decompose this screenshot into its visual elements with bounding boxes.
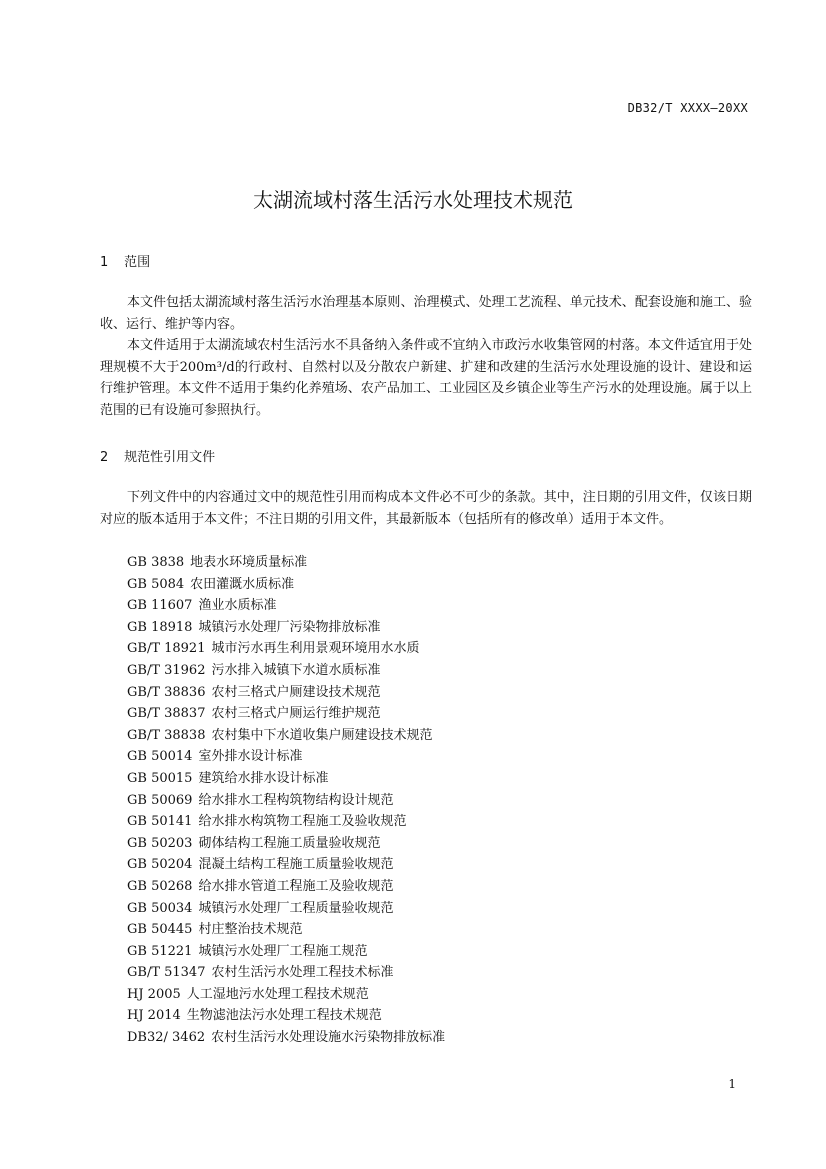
reference-name: 生物滤池法污水处理工程技术规范 [186, 1008, 382, 1024]
reference-list [127, 552, 445, 1049]
reference-code: GB 50268 [127, 878, 193, 894]
reference-code: HJ 2005 [127, 986, 181, 1002]
reference-name: 给水排水管道工程施工及验收规范 [198, 878, 394, 894]
reference-code: GB 50203 [127, 835, 193, 851]
reference-item [127, 962, 445, 984]
document-title: 太湖流域村落生活污水处理技术规范 [253, 188, 573, 212]
reference-name: 农村集中下水道收集户厕建设技术规范 [211, 727, 433, 743]
reference-code: GB 50445 [127, 922, 193, 938]
section-1-heading [100, 251, 150, 270]
reference-item [127, 682, 445, 704]
section-number: 1 [100, 255, 109, 270]
page-number: 1 [728, 1077, 736, 1091]
reference-code: GB 50034 [127, 900, 193, 916]
reference-code: GB 50141 [127, 814, 193, 830]
reference-name: 人工湿地污水处理工程技术规范 [186, 986, 369, 1002]
reference-code: GB 3838 [127, 555, 185, 570]
reference-name: 农村三格式户厕运行维护规范 [211, 706, 381, 722]
reference-item [127, 876, 445, 898]
references-intro: 下列文件中的内容通过文中的规范性引用而构成本文件必不可少的条款。其中，注日期的引用文件，仅该日期对应的版本适用于本文件；不注日期的引用文件，其最新版本（包括所有的修改单）适用于本文件。 [100, 490, 752, 527]
document-code: DB32/T XXXX—20XX [627, 101, 748, 115]
reference-code: DB32/ 3462 [127, 1030, 206, 1046]
reference-code: GB 50014 [127, 749, 193, 765]
reference-name: 城市污水再生利用景观环境用水水质 [211, 641, 420, 657]
reference-code: GB 18918 [127, 619, 193, 635]
reference-code: GB 50204 [127, 857, 193, 873]
reference-item [127, 552, 445, 574]
reference-item [127, 941, 445, 963]
scope-paragraph-1: 本文件包括太湖流域村落生活污水治理基本原则、治理模式、处理工艺流程、单元技术、配套设施和施工、验收、运行、维护等内容。 [100, 295, 752, 332]
reference-code: GB 50069 [127, 792, 193, 808]
section-2-heading [100, 446, 215, 465]
reference-name: 混凝土结构工程施工质量验收规范 [198, 857, 394, 873]
section-title: 规范性引用文件 [124, 450, 216, 465]
reference-item [127, 574, 445, 596]
reference-code: GB/T 38838 [127, 727, 206, 743]
reference-item [127, 746, 445, 768]
reference-name: 室外排水设计标准 [198, 749, 303, 765]
reference-item [127, 919, 445, 941]
reference-code: GB 5084 [127, 576, 185, 592]
reference-item [127, 833, 445, 855]
reference-name: 城镇污水处理厂污染物排放标准 [198, 619, 381, 635]
section-title: 范围 [124, 255, 151, 270]
reference-item [127, 725, 445, 747]
reference-name: 砌体结构工程施工质量验收规范 [198, 835, 381, 851]
reference-name: 城镇污水处理厂工程施工规范 [198, 943, 368, 959]
reference-code: GB 11607 [127, 598, 193, 614]
reference-name: 建筑给水排水设计标准 [198, 770, 329, 786]
reference-item [127, 660, 445, 682]
reference-item [127, 984, 445, 1006]
reference-code: HJ 2014 [127, 1008, 181, 1024]
reference-code: GB 50015 [127, 770, 193, 786]
reference-code: GB/T 31962 [127, 662, 206, 678]
reference-name: 农村生活污水处理设施水污染物排放标准 [211, 1030, 446, 1046]
reference-item [127, 1027, 445, 1049]
scope-paragraph-2: 本文件适用于太湖流域农村生活污水不具备纳入条件或不宜纳入市政污水收集管网的村落。本文件适宜用于处理规模不大于200m³/d的行政村、自然村以及分散农户新建、扩建和改建的生活污水处理设施的设计、建设和运行维护管理。本文件不适用于集约化养殖场、农产品加工、工业园区及乡镇企业等生产污水的处理设施。属于以上范围的已有设施可参照执行。 [100, 338, 752, 418]
reference-code: GB 51221 [127, 943, 193, 959]
reference-item [127, 617, 445, 639]
section-number: 2 [100, 450, 109, 465]
reference-item [127, 811, 445, 833]
reference-name: 给水排水工程构筑物结构设计规范 [198, 792, 394, 808]
reference-name: 村庄整治技术规范 [198, 922, 303, 938]
reference-name: 渔业水质标准 [198, 598, 277, 614]
reference-item [127, 898, 445, 920]
reference-name: 给水排水构筑物工程施工及验收规范 [198, 814, 407, 830]
reference-code: GB/T 38836 [127, 684, 206, 700]
reference-item [127, 854, 445, 876]
reference-name: 农田灌溉水质标准 [190, 576, 295, 592]
reference-item [127, 1005, 445, 1027]
reference-name: 污水排入城镇下水道水质标准 [211, 662, 381, 678]
reference-name: 城镇污水处理厂工程质量验收规范 [198, 900, 394, 916]
reference-code: GB/T 38837 [127, 706, 206, 722]
reference-name: 农村生活污水处理工程技术标准 [211, 965, 394, 981]
reference-name: 农村三格式户厕建设技术规范 [211, 684, 381, 700]
reference-item [127, 595, 445, 617]
reference-item [127, 703, 445, 725]
reference-item [127, 790, 445, 812]
reference-item [127, 638, 445, 660]
reference-name: 地表水环境质量标准 [190, 555, 308, 570]
reference-code: GB/T 18921 [127, 641, 206, 657]
reference-code: GB/T 51347 [127, 965, 206, 981]
reference-item [127, 768, 445, 790]
